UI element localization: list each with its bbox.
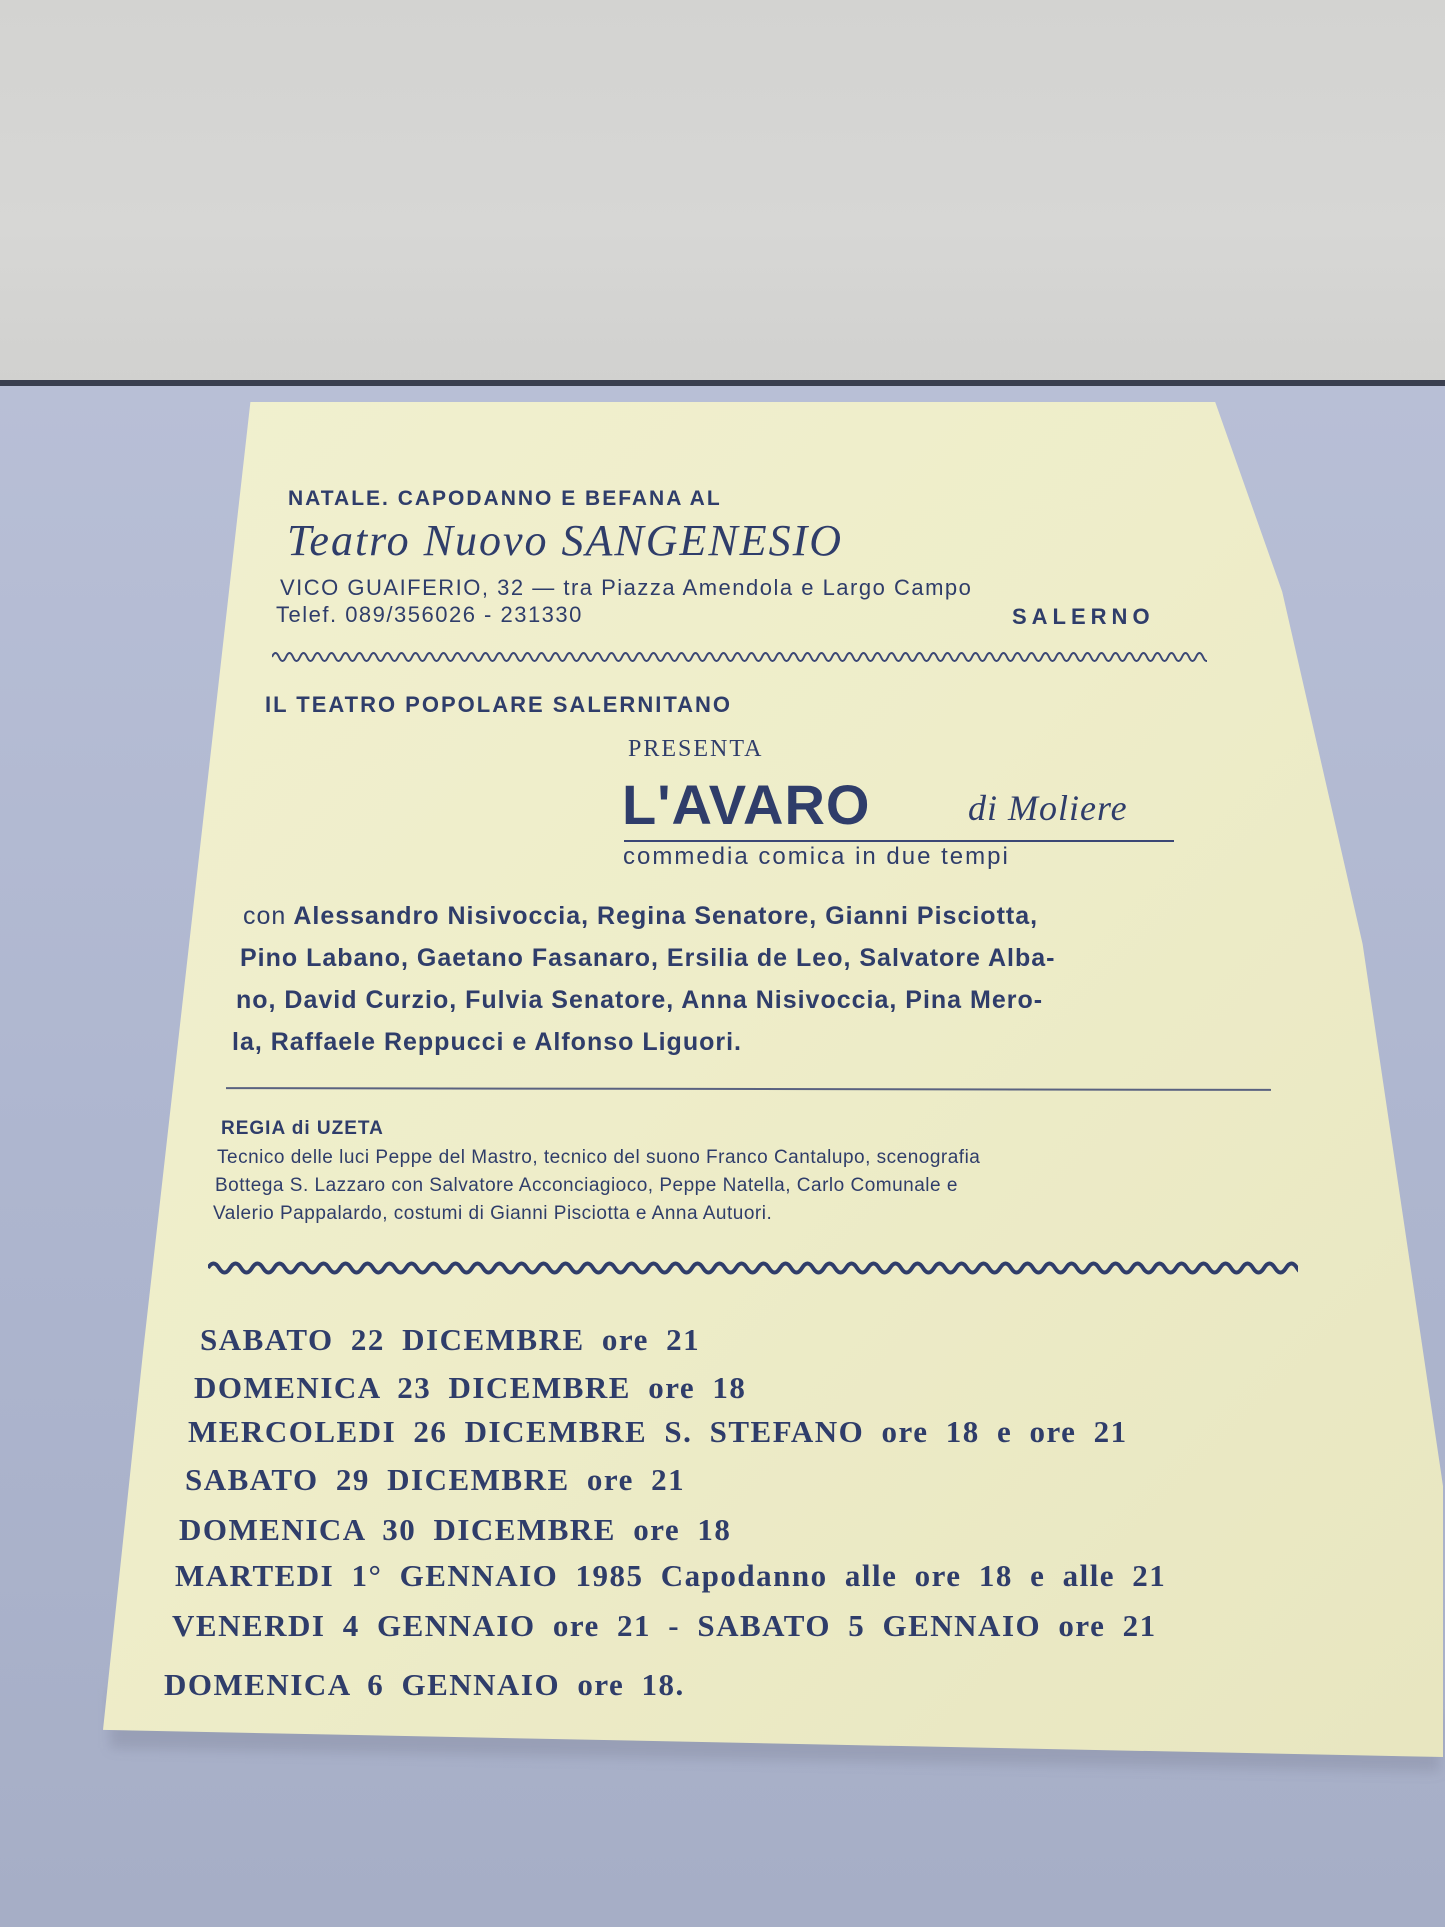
- performance-date-4: SABATO 29 DICEMBRE ore 21: [185, 1462, 686, 1497]
- theater-city: SALERNO: [1012, 604, 1155, 629]
- cast-line-2: Pino Labano, Gaetano Fasanaro, Ersilia de Leo, Salvatore Alba-: [240, 944, 1056, 972]
- poster-header-line: NATALE. CAPODANNO E BEFANA AL: [288, 487, 722, 510]
- decorative-wave-divider-bold: [208, 1258, 1298, 1278]
- play-title: L'AVARO: [622, 773, 871, 836]
- cast-line-1: [243, 902, 1038, 931]
- theater-name: Teatro Nuovo SANGENESIO: [287, 516, 844, 565]
- performance-date-8: DOMENICA 6 GENNAIO ore 18.: [164, 1667, 685, 1702]
- decorative-wave-divider: [272, 648, 1207, 666]
- credit-line-3: Valerio Pappalardo, costumi di Gianni Pisciotta e Anna Autuori.: [213, 1203, 773, 1224]
- cast-line-4: la, Raffaele Reppucci e Alfonso Liguori.: [232, 1028, 742, 1056]
- cast-line-3: no, David Curzio, Fulvia Senatore, Anna Nisivoccia, Pina Mero-: [236, 986, 1044, 1014]
- performance-date-7: VENERDI 4 GENNAIO ore 21 - SABATO 5 GENNAIO ore 21: [172, 1608, 1157, 1643]
- performance-date-5: DOMENICA 30 DICEMBRE ore 18: [179, 1512, 732, 1547]
- play-author: di Moliere: [968, 788, 1128, 828]
- cast-names: Alessandro Nisivoccia, Regina Senatore, Gianni Pisciotta,: [293, 902, 1039, 930]
- presents-label: PRESENTA: [628, 736, 764, 762]
- director-credit: REGIA di UZETA: [221, 1118, 384, 1139]
- credit-line-1: Tecnico delle luci Peppe del Mastro, tecnico del suono Franco Cantalupo, scenografia: [217, 1147, 981, 1168]
- cast-prefix: con: [243, 902, 287, 930]
- title-underline: [624, 840, 1174, 842]
- performance-date-6: MARTEDI 1° GENNAIO 1985 Capodanno alle ore 18 e alle 21: [175, 1558, 1167, 1593]
- play-subtitle: commedia comica in due tempi: [623, 843, 1010, 870]
- performance-date-2: DOMENICA 23 DICEMBRE ore 18: [194, 1370, 747, 1405]
- credit-line-2: Bottega S. Lazzaro con Salvatore Acconciagioco, Peppe Natella, Carlo Comunale e: [215, 1175, 958, 1196]
- theater-phone: Telef. 089/356026 - 231330: [276, 602, 583, 627]
- company-name: IL TEATRO POPOLARE SALERNITANO: [265, 692, 733, 717]
- theater-address: VICO GUAIFERIO, 32 — tra Piazza Amendola e Largo Campo: [280, 575, 973, 600]
- performance-date-3: MERCOLEDI 26 DICEMBRE S. STEFANO ore 18 e ore 21: [188, 1414, 1128, 1449]
- background-wall: [0, 0, 1445, 382]
- performance-date-1: SABATO 22 DICEMBRE ore 21: [200, 1322, 701, 1357]
